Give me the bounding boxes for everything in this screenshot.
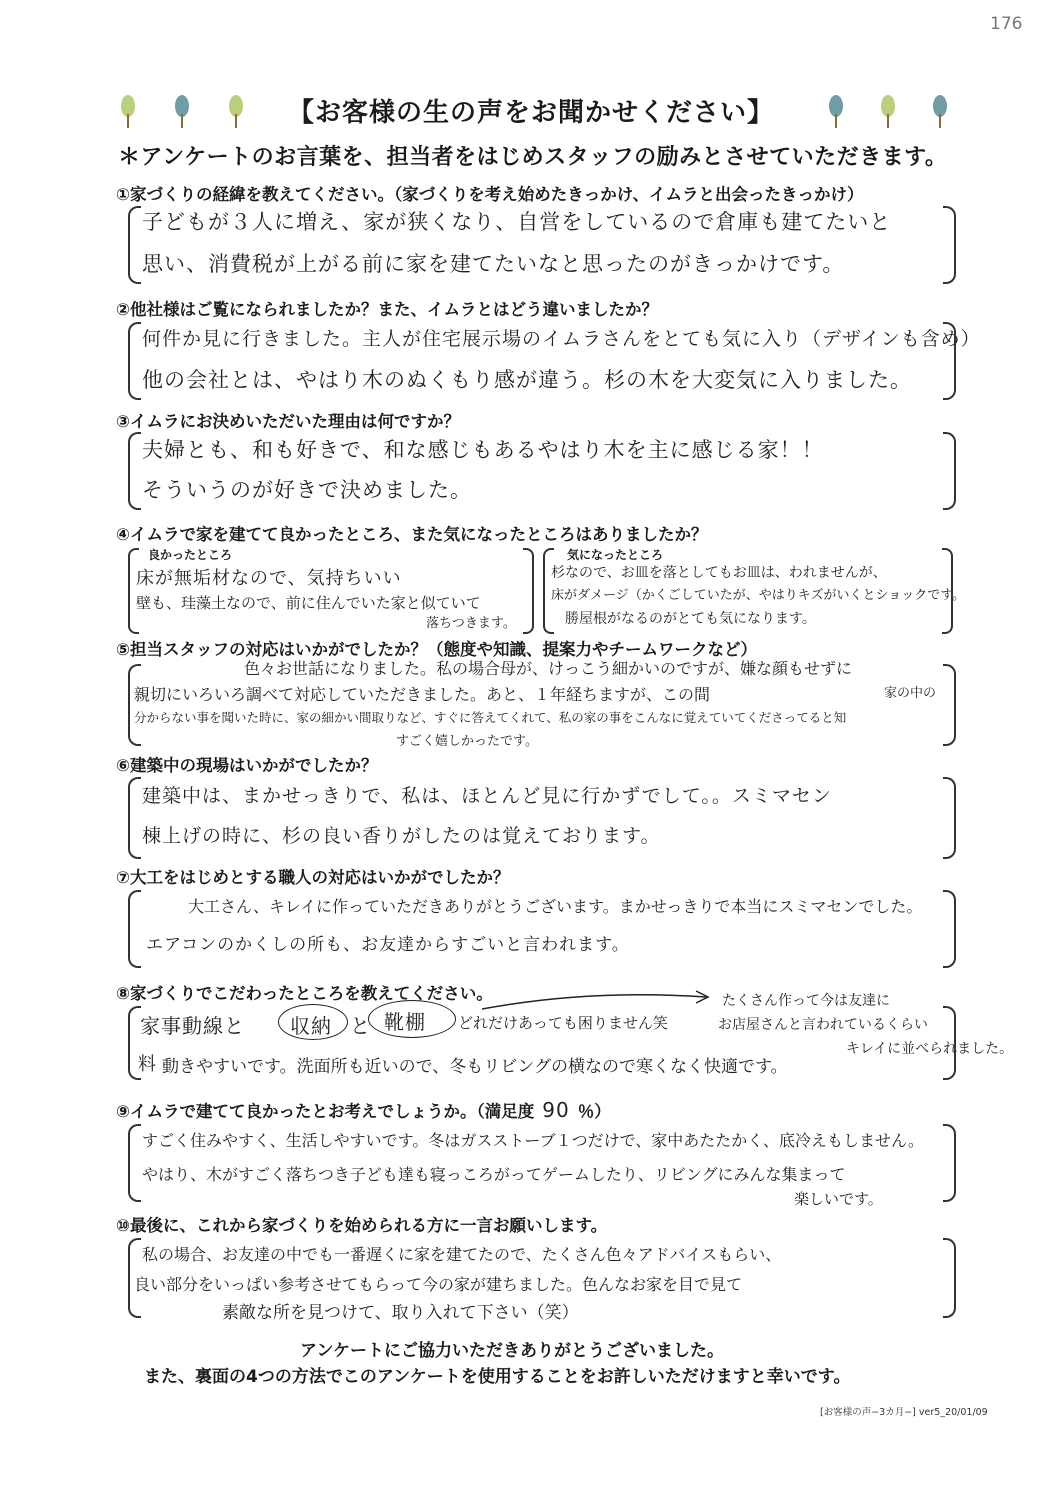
answer-10-box xyxy=(128,1238,956,1323)
concern-line xyxy=(565,608,816,628)
tree-icon xyxy=(826,94,846,130)
satisfaction-value: 90 xyxy=(542,1098,570,1122)
question-4-label: ④イムラで家を建てて良かったところ、また気になったところはありましたか？ xyxy=(116,525,708,544)
question-7-label: ⑦大工をはじめとする職人の対応はいかがでしたか？ xyxy=(116,868,510,887)
answer-8-note: お店屋さんと言われているくらい xyxy=(718,1017,928,1033)
tree-icon xyxy=(226,94,246,130)
answer-2-line: 何件か見に行きました。主人が住宅展示場のイムラさんをとても気に入り（デザインも含め） xyxy=(142,328,981,350)
answer-1-line: 思い、消費税が上がる前に家を建てたいなと思ったのがきっかけです。 xyxy=(142,252,845,276)
question-9-end: ％） xyxy=(577,1102,611,1121)
answer-8-circled: 収納 xyxy=(290,1014,332,1038)
question-9-text: ⑨イムラで建てて良かったとお考えでしょうか。（満足度 xyxy=(116,1102,535,1121)
tree-icon xyxy=(172,94,192,130)
answer-5-line: すごく嬉しかったです。 xyxy=(396,734,538,749)
answer-7-line: 大工さん、キレイに作っていただきありがとうございます。まかせっきりで本当にスミマセンでした。 xyxy=(188,897,923,916)
answer-5-line: 色々お世話になりました。私の場合母が、けっこう細かいのですが、嫌な顔もせずに xyxy=(244,659,853,678)
answer-2-box xyxy=(128,322,981,400)
answer-8-text: 家事動線と xyxy=(140,1014,245,1038)
answer-10-line: 私の場合、お友達の中でも一番遅くに家を建てたので、たくさん色々アドバイスもらい、 xyxy=(142,1245,782,1264)
answer-8-text: と xyxy=(350,1014,371,1038)
question-1-label: ①家づくりの経緯を教えてください。（家づくりを考え始めたきっかけ、イムラと出会ったきっかけ） xyxy=(116,185,864,204)
footer-thanks: アンケートにご協力いただきありがとうございました。 xyxy=(300,1341,724,1361)
concern-line: 床がダメージ（かくごしていたが、やはりキズがいくとショックです。 xyxy=(551,588,966,603)
question-3-label: ③イムラにお決めいただいた理由は何ですか？ xyxy=(116,412,460,431)
good-point-line: 落ちつきます。 xyxy=(426,616,516,631)
answer-8-line: 動きやすいです。洗面所も近いので、冬もリビングの横なので寒くなく快適です。 xyxy=(162,1057,788,1077)
answer-8-note: たくさん作って今は友達に xyxy=(722,993,890,1009)
answer-1-line: 子どもが３人に増え、家が狭くなり、自営をしているので倉庫も建てたいと xyxy=(142,210,892,234)
answer-1-box xyxy=(128,206,956,284)
header xyxy=(0,92,1061,132)
footer-permission: また、裏面の4つの方法でこのアンケートを使用することをお許しいただけますと幸いです。 xyxy=(144,1367,851,1387)
answer-5-box xyxy=(128,659,956,749)
answer-7-box xyxy=(128,890,956,968)
good-point-line: 床が無垢材なので、気持ちいい xyxy=(136,568,402,589)
answer-6-line: 棟上げの時に、杉の良い香りがしたのは覚えております。 xyxy=(142,825,661,847)
answer-8-circled: 靴棚 xyxy=(384,1010,426,1034)
answer-9-line: やはり、木がすごく落ちつき子ども達も寝っころがってゲームしたり、リビングにみんな集まって xyxy=(142,1165,846,1184)
question-8-label: ⑧家づくりでこだわったところを教えてください。 xyxy=(116,984,493,1003)
answer-9-line: すごく住みやすく、生活しやすいです。冬はガスストーブ１つだけで、家中あたたかく、底冷えもしません。 xyxy=(142,1131,924,1150)
concern-line-text: 屋根がなるのがとても気になります。 xyxy=(579,611,816,627)
tree-icon xyxy=(118,94,138,130)
good-points-box xyxy=(128,548,534,634)
concern-prefix: 勝 xyxy=(565,611,579,627)
answer-7-line: エアコンのかくしの所も、お友達からすごいと言われます。 xyxy=(146,935,630,955)
subtitle: ＊アンケートのお言葉を、担当者をはじめスタッフの励みとさせていただきます。 xyxy=(118,145,948,170)
answer-10-line: 良い部分をいっぱい参考させてもらって今の家が建ちました。色んなお家を目で見て xyxy=(134,1275,743,1294)
question-5-label: ⑤担当スタッフの対応はいかがでしたか？（態度や知識、提案力やチームワークなど） xyxy=(116,640,757,659)
answer-8-text: 料 xyxy=(138,1054,157,1075)
tree-icon xyxy=(878,94,898,130)
page-title: 【お客様の生の声をお聞かせください】 xyxy=(288,98,775,128)
version-label: [お客様の声−3カ月−] ver5_20/01/09 xyxy=(820,1407,988,1418)
page-number: 176 xyxy=(990,14,1023,34)
concern-line: 杉なので、お皿を落としてもお皿は、われませんが、 xyxy=(551,565,887,581)
arrow-icon xyxy=(480,985,716,1015)
question-6-label: ⑥建築中の現場はいかがでしたか？ xyxy=(116,756,378,775)
question-10-label: ⑩最後に、これから家づくりを始められる方に一言お願いします。 xyxy=(116,1216,608,1235)
answer-6-box xyxy=(128,777,956,859)
answer-5-line: 分からない事を聞いた時に、家の細かい間取りなど、すぐに答えてくれて、私の家の事をこんなに覚えていてくださってると知 xyxy=(134,710,847,725)
tree-icon xyxy=(930,94,950,130)
answer-3-line: そういうのが好きで決めました。 xyxy=(142,478,472,502)
concern-points-label: 気になったところ xyxy=(567,548,664,562)
answer-5-line: 家の中の xyxy=(884,686,937,701)
answer-8-note: キレイに並べられました。 xyxy=(846,1041,1014,1057)
answer-9-line: 楽しいです。 xyxy=(794,1190,883,1208)
answer-3-line: 夫婦とも、和も好きで、和な感じもあるやはり木を主に感じる家！！ xyxy=(142,438,824,462)
answer-6-line: 建築中は、まかせっきりで、私は、ほとんど見に行かずでして。。スミマセン xyxy=(142,785,832,807)
answer-2-line: 他の会社とは、やはり木のぬくもり感が違う。杉の木を大変気に入りました。 xyxy=(142,368,912,392)
good-points-label: 良かったところ xyxy=(148,548,233,562)
question-9-label xyxy=(116,1098,611,1122)
question-2-label: ②他社様はご覧になられましたか？また、イムラとはどう違いましたか？ xyxy=(116,300,658,319)
answer-9-box xyxy=(128,1124,956,1208)
answer-3-box xyxy=(128,432,956,510)
answer-8-line xyxy=(140,1010,245,1039)
answer-5-line: 親切にいろいろ調べて対応していただきました。あと、１年経ちますが、この間 xyxy=(134,685,711,704)
answer-8-text: どれだけあっても困りません笑 xyxy=(458,1014,668,1032)
concern-points-box xyxy=(543,548,966,634)
answer-10-line: 素敵な所を見つけて、取り入れて下さい（笑） xyxy=(222,1303,579,1323)
good-point-line: 壁も、珪藻土なので、前に住んでいた家と似ていて xyxy=(136,594,481,612)
